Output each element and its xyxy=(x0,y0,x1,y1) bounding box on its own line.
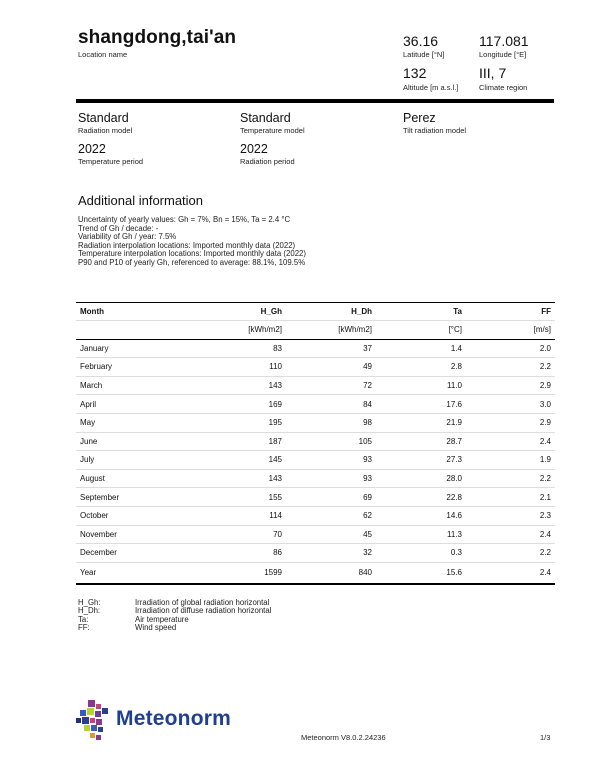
value-cell: 22.8 xyxy=(376,488,466,507)
value-cell: 11.0 xyxy=(376,376,466,395)
legend-item xyxy=(78,624,271,632)
year-ta: 15.6 xyxy=(376,562,466,584)
month-cell: July xyxy=(76,451,196,470)
header-h-gh: H_Gh xyxy=(196,303,286,321)
legend-key: Ta: xyxy=(78,614,89,624)
table-row xyxy=(76,413,555,432)
tilt-model-label: Tilt radiation model xyxy=(403,126,467,135)
table-row xyxy=(76,395,555,414)
meteonorm-logo xyxy=(76,698,246,744)
logo-wordmark: Meteonorm xyxy=(116,707,231,730)
month-cell: April xyxy=(76,395,196,414)
table-row xyxy=(76,469,555,488)
value-cell: 28.0 xyxy=(376,469,466,488)
legend-desc: Air temperature xyxy=(135,614,189,624)
value-cell: 70 xyxy=(196,525,286,544)
year-label: Year xyxy=(76,562,196,584)
year-h-gh: 1599 xyxy=(196,562,286,584)
temperature-model-value: Standard xyxy=(240,111,291,125)
tilt-model-value: Perez xyxy=(403,111,436,125)
value-cell: 98 xyxy=(286,413,376,432)
temperature-model-label: Temperature model xyxy=(240,126,305,135)
value-cell: 2.1 xyxy=(466,488,555,507)
info-line: Trend of Gh / decade: - xyxy=(78,223,159,233)
value-cell: 105 xyxy=(286,432,376,451)
temperature-period-value: 2022 xyxy=(78,142,106,156)
value-cell: 1.4 xyxy=(376,339,466,358)
legend-key: H_Dh: xyxy=(78,606,101,616)
climate-label: Climate region xyxy=(479,83,528,92)
value-cell: 1.9 xyxy=(466,451,555,470)
value-cell: 2.0 xyxy=(466,339,555,358)
additional-info-title: Additional information xyxy=(78,193,204,208)
monthly-data-table xyxy=(76,302,555,585)
value-cell: 27.3 xyxy=(376,451,466,470)
value-cell: 11.3 xyxy=(376,525,466,544)
value-cell: 17.6 xyxy=(376,395,466,414)
additional-info-text xyxy=(78,216,306,268)
location-title: shangdong,tai'an xyxy=(78,27,237,48)
value-cell: 2.2 xyxy=(466,469,555,488)
month-cell: March xyxy=(76,376,196,395)
value-cell: 45 xyxy=(286,525,376,544)
value-cell: 2.4 xyxy=(466,432,555,451)
value-cell: 169 xyxy=(196,395,286,414)
footer-version: Meteonorm V8.0.2.24236 xyxy=(301,733,386,742)
info-line: P90 and P10 of yearly Gh, referenced to average: 88.1%, 109.5% xyxy=(78,257,306,267)
longitude-label: Longitude [°E] xyxy=(479,50,527,59)
value-cell: 2.8 xyxy=(376,358,466,377)
value-cell: 14.6 xyxy=(376,506,466,525)
value-cell: 145 xyxy=(196,451,286,470)
value-cell: 2.9 xyxy=(466,376,555,395)
header-ta: Ta xyxy=(376,303,466,321)
value-cell: 2.4 xyxy=(466,525,555,544)
value-cell: 155 xyxy=(196,488,286,507)
value-cell: 93 xyxy=(286,451,376,470)
header-month: Month xyxy=(76,303,196,321)
value-cell: 143 xyxy=(196,376,286,395)
table-row xyxy=(76,376,555,395)
table-row xyxy=(76,506,555,525)
location-label: Location name xyxy=(78,50,128,59)
altitude-value: 132 xyxy=(403,65,427,81)
month-cell: December xyxy=(76,544,196,563)
value-cell: 2.2 xyxy=(466,358,555,377)
table-year-row xyxy=(76,562,555,584)
year-h-dh: 840 xyxy=(286,562,376,584)
header-divider xyxy=(76,99,554,103)
value-cell: 32 xyxy=(286,544,376,563)
month-cell: August xyxy=(76,469,196,488)
latitude-label: Latitude [°N] xyxy=(403,50,445,59)
value-cell: 83 xyxy=(196,339,286,358)
climate-value: III, 7 xyxy=(479,65,507,81)
value-cell: 3.0 xyxy=(466,395,555,414)
legend-desc: Irradiation of diffuse radiation horizontal xyxy=(135,606,272,616)
value-cell: 187 xyxy=(196,432,286,451)
header-h-dh: H_Dh xyxy=(286,303,376,321)
altitude-label: Altitude [m a.s.l.] xyxy=(403,83,459,92)
year-ff: 2.4 xyxy=(466,562,555,584)
table-row xyxy=(76,488,555,507)
table-header-row xyxy=(76,303,555,321)
table-row xyxy=(76,358,555,377)
legend-desc: Irradiation of global radiation horizontal xyxy=(135,598,270,607)
value-cell: 93 xyxy=(286,469,376,488)
value-cell: 195 xyxy=(196,413,286,432)
table-row xyxy=(76,451,555,470)
info-line: Temperature interpolation locations: Imported monthly data (2022) xyxy=(78,249,306,259)
value-cell: 28.7 xyxy=(376,432,466,451)
table-units-row xyxy=(76,321,555,340)
info-line: Uncertainty of yearly values: Gh = 7%, Bn = 15%, Ta = 2.4 °C xyxy=(78,215,291,224)
info-line: Radiation interpolation locations: Imported monthly data (2022) xyxy=(78,240,296,250)
table-legend xyxy=(78,599,271,633)
month-cell: November xyxy=(76,525,196,544)
logo-mosaic-icon xyxy=(76,698,120,742)
radiation-period-label: Radiation period xyxy=(240,157,295,166)
value-cell: 69 xyxy=(286,488,376,507)
value-cell: 72 xyxy=(286,376,376,395)
legend-key: FF: xyxy=(78,623,90,633)
value-cell: 37 xyxy=(286,339,376,358)
latitude-value: 36.16 xyxy=(403,33,439,49)
info-line: Variability of Gh / year: 7.5% xyxy=(78,232,177,242)
value-cell: 84 xyxy=(286,395,376,414)
unit-ff: [m/s] xyxy=(466,321,555,340)
value-cell: 21.9 xyxy=(376,413,466,432)
month-cell: May xyxy=(76,413,196,432)
table-row xyxy=(76,544,555,563)
radiation-model-value: Standard xyxy=(78,111,129,125)
table-row xyxy=(76,432,555,451)
value-cell: 49 xyxy=(286,358,376,377)
radiation-model-label: Radiation model xyxy=(78,126,133,135)
value-cell: 110 xyxy=(196,358,286,377)
longitude-value: 117.081 xyxy=(479,33,529,49)
unit-month xyxy=(76,321,196,340)
header-ff: FF xyxy=(466,303,555,321)
table-row xyxy=(76,525,555,544)
unit-h-gh: [kWh/m2] xyxy=(196,321,286,340)
value-cell: 114 xyxy=(196,506,286,525)
month-cell: September xyxy=(76,488,196,507)
month-cell: June xyxy=(76,432,196,451)
radiation-period-value: 2022 xyxy=(240,142,268,156)
value-cell: 0.3 xyxy=(376,544,466,563)
month-cell: October xyxy=(76,506,196,525)
month-cell: February xyxy=(76,358,196,377)
temperature-period-label: Temperature period xyxy=(78,157,144,166)
value-cell: 62 xyxy=(286,506,376,525)
footer-page-number: 1/3 xyxy=(540,733,551,742)
unit-h-dh: [kWh/m2] xyxy=(286,321,376,340)
value-cell: 2.9 xyxy=(466,413,555,432)
value-cell: 2.2 xyxy=(466,544,555,563)
legend-desc: Wind speed xyxy=(135,623,177,633)
legend-key: H_Gh: xyxy=(78,598,101,607)
value-cell: 86 xyxy=(196,544,286,563)
value-cell: 143 xyxy=(196,469,286,488)
table-row xyxy=(76,339,555,358)
unit-ta: [°C] xyxy=(376,321,466,340)
month-cell: January xyxy=(76,339,196,358)
value-cell: 2.3 xyxy=(466,506,555,525)
